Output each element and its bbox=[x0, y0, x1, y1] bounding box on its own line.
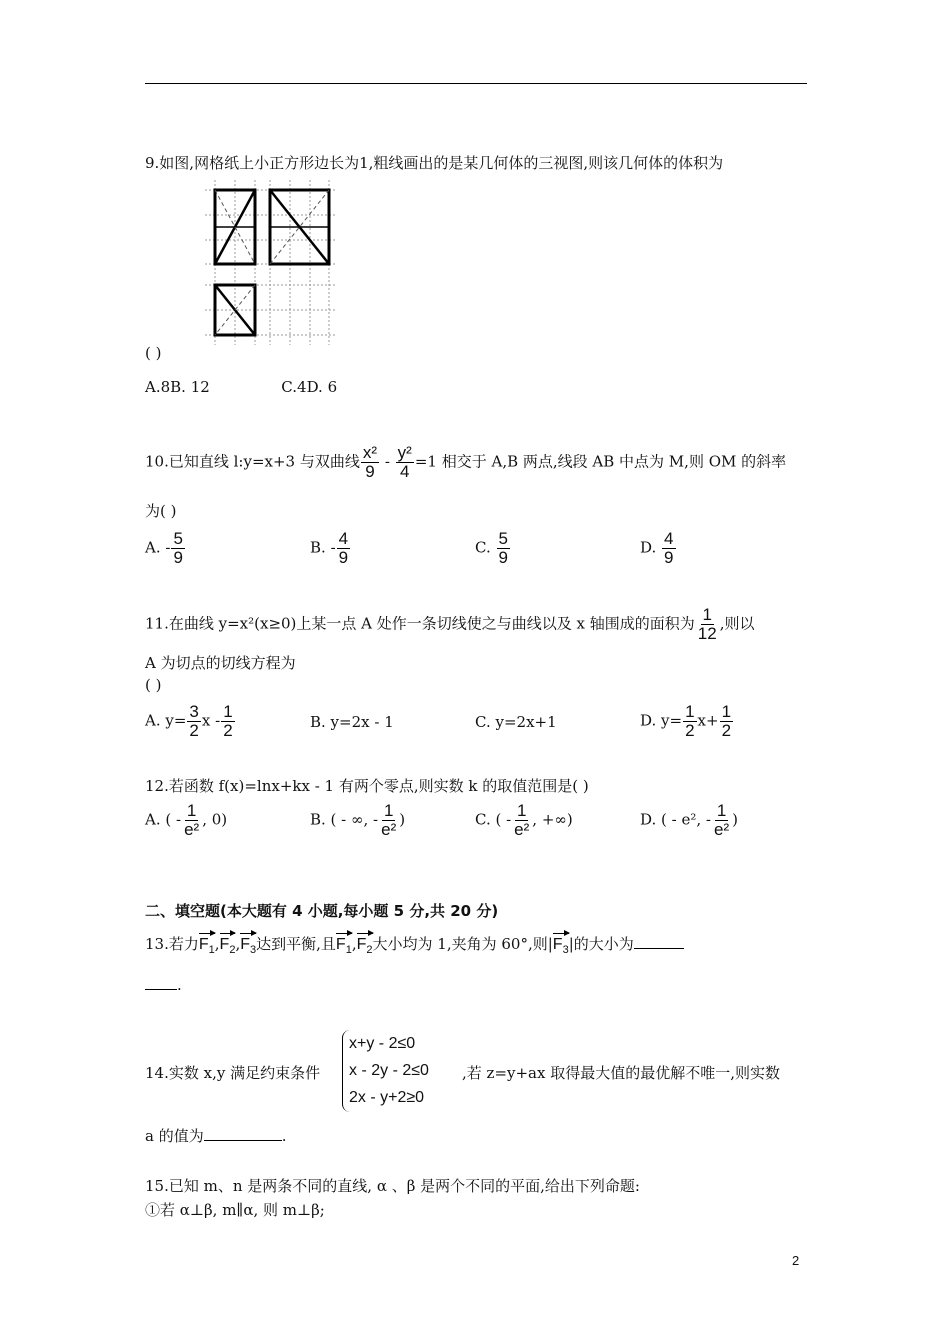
q11-option-b: B. y=2x - 1 bbox=[310, 713, 394, 731]
option-label: A. bbox=[145, 538, 161, 557]
frac-den: 9 bbox=[664, 547, 674, 567]
answer-blank[interactable] bbox=[204, 1140, 282, 1141]
section-heading: 二、填空题(本大题有 4 小题,每小题 5 分,共 20 分) bbox=[145, 902, 499, 920]
area-frac bbox=[696, 606, 719, 643]
option-text: x - bbox=[201, 711, 221, 730]
vector-sub: 3 bbox=[562, 944, 569, 957]
q10-option-c bbox=[475, 530, 511, 567]
frac-den: e² bbox=[514, 819, 530, 839]
vector-f1 bbox=[336, 930, 352, 956]
q11-option-c: C. y=2x+1 bbox=[475, 713, 557, 731]
option-frac bbox=[512, 802, 531, 839]
vector-letter: F bbox=[356, 936, 367, 953]
option-frac bbox=[720, 703, 733, 740]
hyperbola-frac-x bbox=[361, 444, 379, 481]
q13-text: 达到平衡,且 bbox=[256, 935, 336, 953]
vector-sub: 2 bbox=[366, 944, 373, 957]
vector-f3 bbox=[553, 930, 569, 956]
frac-num: 1 bbox=[685, 702, 695, 721]
constraint-1: x+y - 2≤0 bbox=[349, 1035, 416, 1052]
option-text: x+ bbox=[697, 711, 719, 730]
vector-sub: 1 bbox=[208, 944, 215, 957]
q13-line1 bbox=[145, 930, 684, 956]
comma: , bbox=[351, 935, 357, 953]
q12-option-a bbox=[145, 802, 227, 839]
q11-paren: ( ) bbox=[145, 676, 162, 694]
frac-den: 12 bbox=[697, 623, 717, 643]
q12-text: 12.若函数 f(x)=lnx+kx - 1 有两个零点,则实数 k 的取值范围是( ) bbox=[145, 777, 589, 795]
frac-num: 4 bbox=[664, 529, 674, 548]
comma: , bbox=[214, 935, 220, 953]
frac-num: 1 bbox=[383, 801, 394, 820]
three-view-figure bbox=[205, 180, 335, 350]
vector-letter: F bbox=[552, 936, 563, 953]
q10-option-a bbox=[145, 530, 186, 567]
option-text: B. ( - ∞, - bbox=[310, 810, 379, 829]
option-text: D. ( - e², - bbox=[640, 810, 711, 829]
frac-den: 9 bbox=[365, 461, 375, 481]
frac-den: 2 bbox=[685, 720, 695, 740]
frac-num: 1 bbox=[517, 801, 527, 820]
q15-item-1: ①若 α⊥β, m∥α, 则 m⊥β; bbox=[145, 1201, 325, 1219]
option-text: C. ( - bbox=[475, 810, 512, 829]
vector-sub: 2 bbox=[229, 944, 236, 957]
q12-option-c bbox=[475, 802, 573, 839]
option-frac bbox=[182, 802, 201, 839]
option-text: , +∞) bbox=[532, 810, 573, 829]
q12-option-b bbox=[310, 802, 405, 839]
vector-f2 bbox=[357, 930, 373, 956]
q13-line2 bbox=[145, 976, 182, 994]
q11-option-d bbox=[640, 703, 734, 740]
q10-line1 bbox=[145, 444, 786, 481]
option-sign: - bbox=[330, 538, 336, 557]
q9-options: A.8B. 12 C.4D. 6 bbox=[145, 378, 338, 396]
header-rule bbox=[145, 83, 807, 84]
minus-sign: - bbox=[384, 452, 390, 471]
option-text: ) bbox=[399, 810, 406, 829]
frac-den: e² bbox=[713, 819, 730, 839]
frac-den: 9 bbox=[173, 547, 183, 567]
vector-f2 bbox=[220, 930, 236, 956]
answer-blank[interactable] bbox=[145, 989, 177, 990]
vector-letter: F bbox=[198, 936, 209, 953]
q15-text: 15.已知 m、n 是两条不同的直线, α 、β 是两个不同的平面,给出下列命题: bbox=[145, 1177, 640, 1195]
period: . bbox=[177, 976, 182, 994]
answer-blank[interactable] bbox=[634, 948, 684, 949]
q10-line2: 为( ) bbox=[145, 502, 177, 520]
comma: , bbox=[235, 935, 241, 953]
vector-f1 bbox=[199, 930, 215, 956]
option-text: ) bbox=[732, 810, 738, 829]
option-text: A. y= bbox=[145, 711, 187, 730]
q13-text: 13.若力 bbox=[145, 935, 199, 953]
q11-line1 bbox=[145, 606, 754, 643]
vector-letter: F bbox=[240, 936, 251, 953]
constraint-2: x - 2y - 2≤0 bbox=[349, 1062, 429, 1079]
frac-num: 5 bbox=[173, 529, 183, 548]
option-label: B. bbox=[310, 538, 326, 557]
frac-den: 4 bbox=[400, 461, 410, 481]
option-frac bbox=[662, 530, 675, 567]
q10-option-d bbox=[640, 530, 677, 567]
q11-option-a bbox=[145, 703, 236, 740]
constraint-system bbox=[342, 1030, 429, 1112]
option-frac bbox=[187, 703, 200, 740]
q10-option-b bbox=[310, 530, 351, 567]
frac-num: 5 bbox=[498, 529, 508, 548]
q12-option-d bbox=[640, 802, 738, 839]
frac-num: y² bbox=[397, 443, 412, 462]
q10-suffix: =1 相交于 A,B 两点,线段 AB 中点为 M,则 OM 的斜率 bbox=[414, 452, 787, 471]
q11-suffix: ,则以 bbox=[719, 614, 755, 633]
option-frac bbox=[712, 802, 731, 839]
option-label: D. bbox=[640, 538, 657, 557]
q11-prefix: 11.在曲线 y=x²(x≥0)上某一点 A 处作一条切线使之与曲线以及 x 轴围成的面积为 bbox=[145, 614, 695, 633]
q13-text: 大小均为 1,夹角为 60°,则| bbox=[372, 935, 553, 953]
constraint-3: 2x - y+2≥0 bbox=[349, 1089, 425, 1106]
q14-line2 bbox=[145, 1125, 287, 1146]
period: . bbox=[281, 1127, 287, 1145]
q14-prefix: 14.实数 x,y 满足约束条件 bbox=[145, 1064, 321, 1082]
frac-num: 1 bbox=[223, 702, 233, 721]
option-frac bbox=[171, 530, 184, 567]
q11-line2: A 为切点的切线方程为 bbox=[145, 654, 296, 672]
hyperbola-frac-y bbox=[396, 444, 414, 481]
frac-den: 9 bbox=[338, 547, 349, 567]
frac-num: 1 bbox=[186, 801, 197, 820]
option-text: A. ( - bbox=[145, 810, 182, 829]
frac-num: 1 bbox=[702, 605, 712, 624]
q14-text: a 的值为 bbox=[145, 1127, 204, 1145]
page-number: 2 bbox=[792, 1253, 800, 1268]
frac-num: 1 bbox=[716, 801, 727, 820]
frac-num: 1 bbox=[721, 702, 732, 721]
frac-num: 3 bbox=[189, 702, 199, 721]
q14-suffix: ,若 z=y+ax 取得最大值的最优解不唯一,则实数 bbox=[462, 1064, 780, 1082]
frac-den: e² bbox=[184, 819, 200, 839]
frac-num: x² bbox=[362, 443, 378, 462]
frac-den: 2 bbox=[721, 720, 732, 740]
vector-letter: F bbox=[219, 936, 230, 953]
vector-sub: 1 bbox=[345, 944, 352, 957]
option-frac bbox=[379, 802, 398, 839]
option-sign: - bbox=[165, 538, 171, 557]
vector-letter: F bbox=[335, 936, 346, 953]
option-frac bbox=[221, 703, 234, 740]
frac-den: e² bbox=[381, 819, 397, 839]
vector-sub: 3 bbox=[250, 944, 257, 957]
option-frac bbox=[683, 703, 696, 740]
q9-text: 9.如图,网格纸上小正方形边长为1,粗线画出的是某几何体的三视图,则该几何体的体积为 bbox=[145, 154, 724, 172]
frac-den: 9 bbox=[498, 547, 508, 567]
frac-den: 2 bbox=[223, 720, 233, 740]
option-label: C. bbox=[475, 538, 491, 557]
q13-text: |的大小为 bbox=[568, 935, 634, 953]
q10-prefix: 10.已知直线 l:y=x+3 与双曲线 bbox=[145, 452, 360, 471]
q9-paren: ( ) bbox=[145, 344, 162, 362]
option-text: D. y= bbox=[640, 711, 683, 730]
option-frac bbox=[337, 530, 350, 567]
option-frac bbox=[497, 530, 510, 567]
frac-num: 4 bbox=[338, 529, 349, 548]
vector-f3 bbox=[240, 930, 256, 956]
frac-den: 2 bbox=[189, 720, 199, 740]
option-text: , 0) bbox=[202, 810, 228, 829]
